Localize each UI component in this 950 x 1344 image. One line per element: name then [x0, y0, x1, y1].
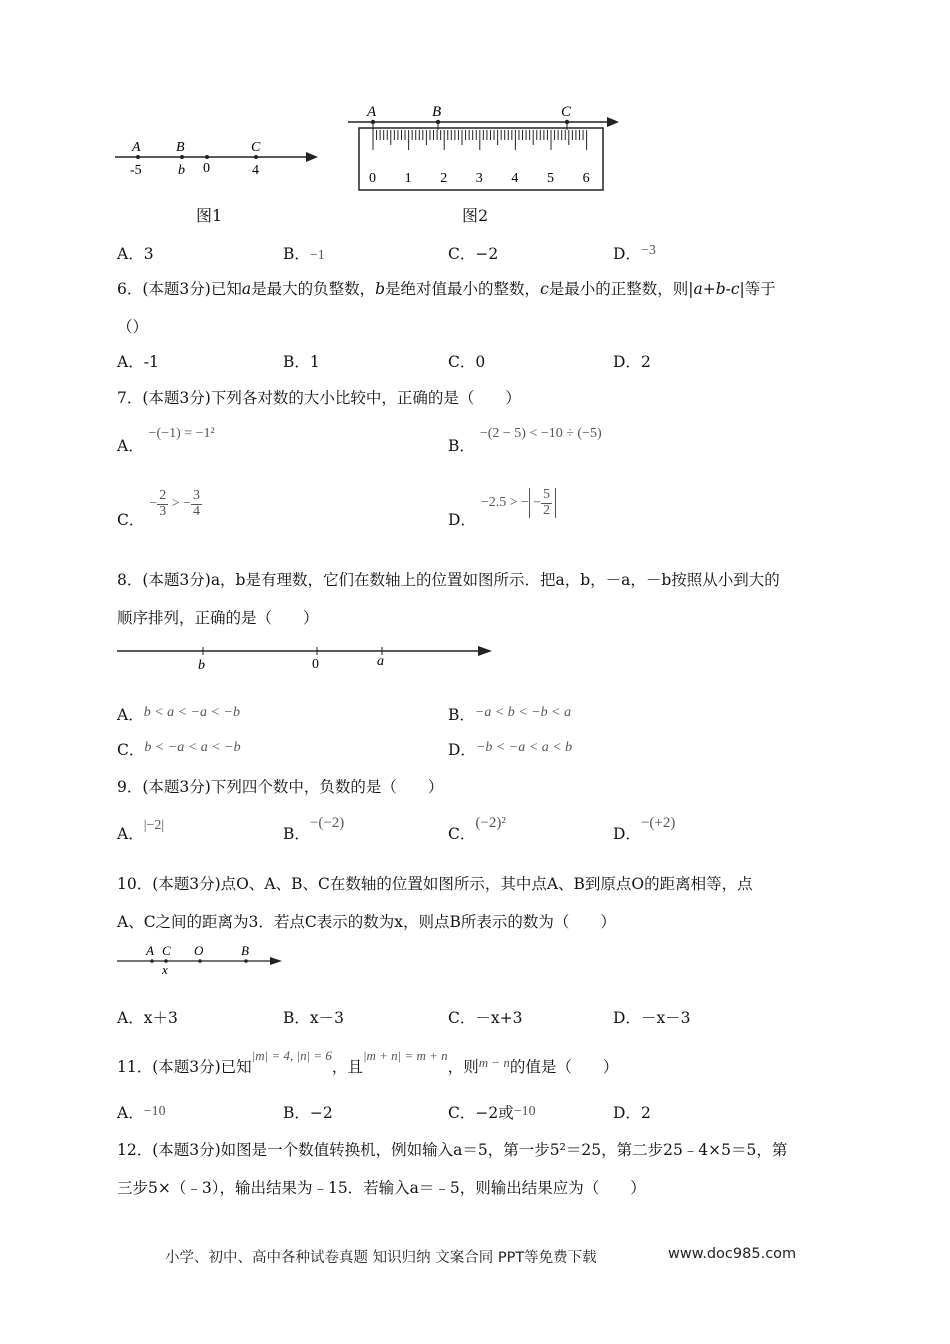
ruler-label: 2 [440, 171, 448, 186]
point-o-dot [198, 959, 202, 963]
axis-arrow [478, 646, 492, 656]
label-b: b [198, 658, 205, 673]
option-value: −2.5 > − − $\frac{5}{2}$ [481, 495, 556, 510]
q8-option-b[interactable]: B．−a < b < −b < a [448, 705, 572, 724]
q10-option-d[interactable]: D．－x－3 [613, 1009, 691, 1027]
q6-option-c[interactable]: C．0 [448, 353, 486, 371]
q8-option-d[interactable]: D．−b < −a < a < b [448, 740, 573, 759]
option-value: − $\frac{2}{3}$ > − $\frac{3}{4}$ [149, 488, 201, 519]
value-b: b [178, 163, 185, 178]
q9-stem: 9．(本题3分)下列四个数中，负数的是（ ） [117, 778, 444, 796]
q12-stem-line2: 三步5×（﹣3），输出结果为﹣15．若输入a＝﹣5，则输出结果应为（ ） [117, 1179, 646, 1197]
q10-option-b[interactable]: B．x－3 [283, 1009, 344, 1027]
figure-1-number-line [110, 135, 325, 185]
figure-1-caption: 图1 [196, 206, 223, 225]
q11-option-c[interactable]: C．−2或−10 [448, 1104, 536, 1122]
q6-option-d[interactable]: D．2 [613, 353, 651, 371]
axis-arrow [607, 117, 619, 127]
q10-option-c[interactable]: C．－x+3 [448, 1009, 523, 1027]
label-b: B [432, 104, 442, 120]
point-c-dot [254, 155, 258, 159]
q5-option-a[interactable] [117, 242, 154, 264]
label-a: A [367, 104, 377, 120]
q8-stem-line2: 顺序排列，正确的是（ ） [117, 609, 319, 627]
point-a-dot [150, 959, 154, 963]
q9-option-c[interactable]: C．(−2)² [448, 815, 506, 843]
q10-stem-line1: 10．(本题3分)点O、A、B、C在数轴的位置如图所示，其中点A、B到原点O的距离相等，点 [117, 875, 753, 893]
ruler-label: 3 [475, 171, 483, 186]
axis-arrow [306, 152, 318, 162]
figure-2-ruler [345, 100, 630, 195]
q10-option-a[interactable]: A．x＋3 [117, 1009, 178, 1027]
ruler-ticks [373, 130, 587, 150]
q9-option-a[interactable]: A．|−2| [117, 818, 165, 843]
value-0: 0 [203, 161, 210, 176]
q8-option-c[interactable]: C．b < −a < a < −b [117, 740, 241, 759]
origin-dot [205, 155, 209, 159]
option-label: B． [283, 245, 310, 263]
q7-option-a[interactable]: A． −(−1) = −1² [117, 426, 215, 455]
label-c: C [251, 140, 261, 155]
ruler-label: 5 [547, 171, 554, 186]
option-value: −1 [309, 248, 325, 263]
option-value: 3 [143, 245, 154, 263]
footer-website-link[interactable]: www.doc985.com [668, 1246, 797, 1262]
ruler-label: 4 [511, 171, 519, 186]
q9-option-d[interactable]: D．−(+2) [613, 815, 676, 843]
point-b-dot [244, 959, 248, 963]
q6-stem: 6．(本题3分)已知a是最大的负整数，b是绝对值最小的整数，c是最小的正整数，则|a+b-c|等于 [117, 280, 776, 298]
label-b: B [176, 140, 185, 155]
q5-option-c[interactable] [448, 242, 498, 264]
q7-option-b[interactable]: B． −(2 − 5) < −10 ÷ (−5) [448, 426, 602, 455]
option-label: C． [448, 245, 476, 263]
option-value: −3 [640, 243, 656, 258]
point-b-dot [180, 155, 184, 159]
q10-stem-line2: A、C之间的距离为3．若点C表示的数为x，则点B所表示的数为（ ） [117, 913, 616, 931]
ruler-label: 1 [404, 171, 412, 186]
option-value: −(2 − 5) < −10 ÷ (−5) [479, 426, 602, 441]
label-b: B [241, 943, 249, 958]
figure-2-caption: 图2 [462, 206, 489, 225]
label-a: a [377, 654, 384, 669]
q7-option-d[interactable]: D． −2.5 > − − $\frac{5}{2}$ [448, 484, 556, 514]
q6-option-b[interactable]: B．1 [283, 353, 320, 371]
ruler-label: 6 [582, 171, 590, 186]
option-label: A． [117, 245, 144, 263]
q6-paren: （） [117, 318, 149, 336]
axis-arrow [270, 957, 282, 965]
label-0: 0 [312, 657, 319, 672]
q8-stem-line1: 8．(本题3分)a，b是有理数，它们在数轴上的位置如图所示．把a，b，－a，－b按照从小到大的 [117, 571, 780, 589]
q5-option-b[interactable] [283, 242, 325, 264]
label-a: A [146, 943, 154, 958]
q7-option-c[interactable]: C． − $\frac{2}{3}$ > − $\frac{3}{4}$ [117, 488, 201, 530]
q9-option-b[interactable]: B．−(−2) [283, 815, 345, 843]
point-a-dot [136, 155, 140, 159]
option-value: −2 [475, 245, 499, 263]
q11-option-b[interactable]: B．−2 [283, 1104, 333, 1122]
label-c: C [162, 943, 171, 958]
q10-number-line [112, 940, 287, 980]
footer-promo-text: 小学、初中、高中各种试卷真题 知识归纳 文案合同 PPT等免费下载 [165, 1250, 597, 1266]
q7-stem: 7．(本题3分)下列各对数的大小比较中，正确的是（ ） [117, 389, 521, 407]
value-4: 4 [252, 163, 259, 178]
q11-option-d[interactable]: D．2 [613, 1104, 651, 1122]
option-label: D． [613, 245, 641, 263]
label-a: A [132, 140, 141, 155]
q12-stem-line1: 12．(本题3分)如图是一个数值转换机，例如输入a＝5，第一步5²＝25，第二步25﹣4×5＝5，第 [117, 1141, 788, 1159]
value-minus5: -5 [130, 163, 142, 178]
option-value: −(−1) = −1² [148, 426, 215, 441]
ruler-label: 0 [369, 171, 376, 186]
q6-option-a[interactable]: A．-1 [117, 353, 159, 371]
q8-number-line [112, 640, 497, 675]
label-c: C [561, 104, 572, 120]
q11-option-a[interactable]: A．−10 [117, 1104, 166, 1122]
q8-option-a[interactable]: A．b < a < −a < −b [117, 705, 240, 724]
q5-option-d[interactable] [613, 242, 656, 264]
q11-stem: 11．(本题3分)已知$^{|m| = 4, |n| = 6}$，且$^{|m + n| = m + n}$，则$^{m - n}$的值是（ ） [117, 1048, 619, 1076]
label-x: x [162, 962, 168, 977]
label-o: O [194, 943, 204, 958]
